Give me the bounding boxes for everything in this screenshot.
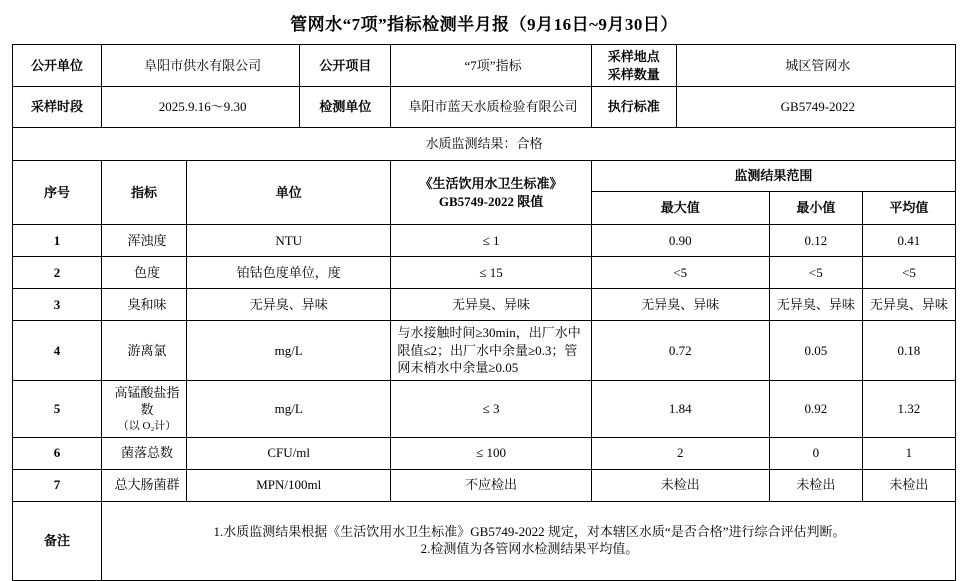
cell-max: 0.72	[591, 321, 769, 381]
remark-line-1: 1.水质监测结果根据《生活饮用水卫生标准》GB5749-2022 规定，对本辖区水质“是否合格”进行综合评估判断。	[213, 523, 846, 539]
cell-avg: 0.41	[862, 225, 955, 257]
label-testing-unit: 检测单位	[300, 87, 391, 128]
cell-unit: MPN/100ml	[187, 469, 391, 501]
cell-index: 1	[13, 225, 102, 257]
cell-max: 无异臭、异味	[591, 289, 769, 321]
header-avg: 平均值	[862, 192, 955, 225]
header-min: 最小值	[769, 192, 862, 225]
value-testing-unit: 阜阳市蓝天水质检验有限公司	[391, 87, 591, 128]
table-row	[13, 257, 956, 289]
remark-line-2: 2.检测值为各管网水检测结果平均值。	[420, 541, 639, 557]
header-index: 序号	[13, 161, 102, 225]
label-sampling-site-count	[591, 45, 676, 87]
cell-indicator: 总大肠菌群	[102, 469, 187, 501]
cell-avg: 1.32	[862, 380, 955, 437]
table-row	[13, 321, 956, 381]
value-sampling-site: 城区管网水	[676, 45, 955, 87]
cell-index: 5	[13, 380, 102, 437]
cell-avg: 0.18	[862, 321, 955, 381]
header-standard-line2: GB5749-2022 限值	[438, 193, 544, 209]
cell-indicator: 游离氯	[102, 321, 187, 381]
cell-unit: NTU	[187, 225, 391, 257]
cell-max: <5	[591, 257, 769, 289]
cell-standard: 与水接触时间≥30min，出厂水中限值≤2；出厂水中余量≥0.3；管网末梢水中余量≥0.05	[391, 321, 591, 381]
info-row-2	[13, 87, 956, 128]
cell-index: 6	[13, 437, 102, 469]
cell-index: 3	[13, 289, 102, 321]
label-sampling-site: 采样地点	[607, 49, 660, 64]
label-sampling-period: 采样时段	[13, 87, 102, 128]
cell-unit: 铂钴色度单位，度	[187, 257, 391, 289]
cell-standard: ≤ 3	[391, 380, 591, 437]
cell-unit: mg/L	[187, 321, 391, 381]
label-sampling-count: 采样数量	[607, 66, 660, 82]
table-row	[13, 289, 956, 321]
header-range-group: 监测结果范围	[591, 161, 955, 192]
table-row	[13, 225, 956, 257]
table-row	[13, 469, 956, 501]
remark-label: 备注	[13, 501, 102, 580]
table-row	[13, 380, 956, 437]
result-banner-row	[13, 128, 956, 161]
cell-max: 未检出	[591, 469, 769, 501]
value-public-unit: 阜阳市供水有限公司	[102, 45, 300, 87]
cell-max: 0.90	[591, 225, 769, 257]
cell-min: <5	[769, 257, 862, 289]
header-unit: 单位	[187, 161, 391, 225]
cell-unit: 无异臭、异味	[187, 289, 391, 321]
cell-min: 无异臭、异味	[769, 289, 862, 321]
cell-max: 1.84	[591, 380, 769, 437]
page-title: 管网水“7项”指标检测半月报（9月16日~9月30日）	[290, 15, 678, 34]
table-header-row-1	[13, 161, 956, 192]
cell-min: 未检出	[769, 469, 862, 501]
cell-min: 0	[769, 437, 862, 469]
cell-index: 4	[13, 321, 102, 381]
header-max: 最大值	[591, 192, 769, 225]
result-banner: 水质监测结果：合格	[13, 128, 956, 161]
cell-avg: <5	[862, 257, 955, 289]
cell-index: 2	[13, 257, 102, 289]
cell-avg: 未检出	[862, 469, 955, 501]
cell-index: 7	[13, 469, 102, 501]
header-standard	[391, 161, 591, 225]
cell-standard: ≤ 1	[391, 225, 591, 257]
label-public-unit: 公开单位	[13, 45, 102, 87]
cell-min: 0.12	[769, 225, 862, 257]
value-sampling-period: 2025.9.16～9.30	[102, 87, 300, 128]
cell-standard: ≤ 15	[391, 257, 591, 289]
cell-avg: 1	[862, 437, 955, 469]
value-standard: GB5749-2022	[676, 87, 955, 128]
cell-standard: ≤ 100	[391, 437, 591, 469]
table-row	[13, 437, 956, 469]
cell-standard: 无异臭、异味	[391, 289, 591, 321]
info-row-1	[13, 45, 956, 87]
cell-indicator: 臭和味	[102, 289, 187, 321]
cell-min: 0.05	[769, 321, 862, 381]
header-standard-line1: 《生活饮用水卫生标准》	[419, 176, 563, 192]
cell-unit: CFU/ml	[187, 437, 391, 469]
cell-indicator: 浑浊度	[102, 225, 187, 257]
cell-indicator	[102, 380, 187, 437]
cell-indicator-name: 高锰酸盐指数	[114, 384, 180, 418]
cell-max: 2	[591, 437, 769, 469]
cell-indicator: 菌落总数	[102, 437, 187, 469]
cell-min: 0.92	[769, 380, 862, 437]
label-standard: 执行标准	[591, 87, 676, 128]
header-indicator: 指标	[102, 161, 187, 225]
remark-body	[102, 501, 956, 580]
cell-avg: 无异臭、异味	[862, 289, 955, 321]
cell-indicator: 色度	[102, 257, 187, 289]
cell-indicator-note: （以 O₂计）	[117, 419, 177, 432]
remark-row	[13, 501, 956, 580]
cell-standard: 不应检出	[391, 469, 591, 501]
value-public-project: “7项”指标	[391, 45, 591, 87]
label-public-project: 公开项目	[300, 45, 391, 87]
report-table	[12, 44, 956, 581]
cell-unit: mg/L	[187, 380, 391, 437]
